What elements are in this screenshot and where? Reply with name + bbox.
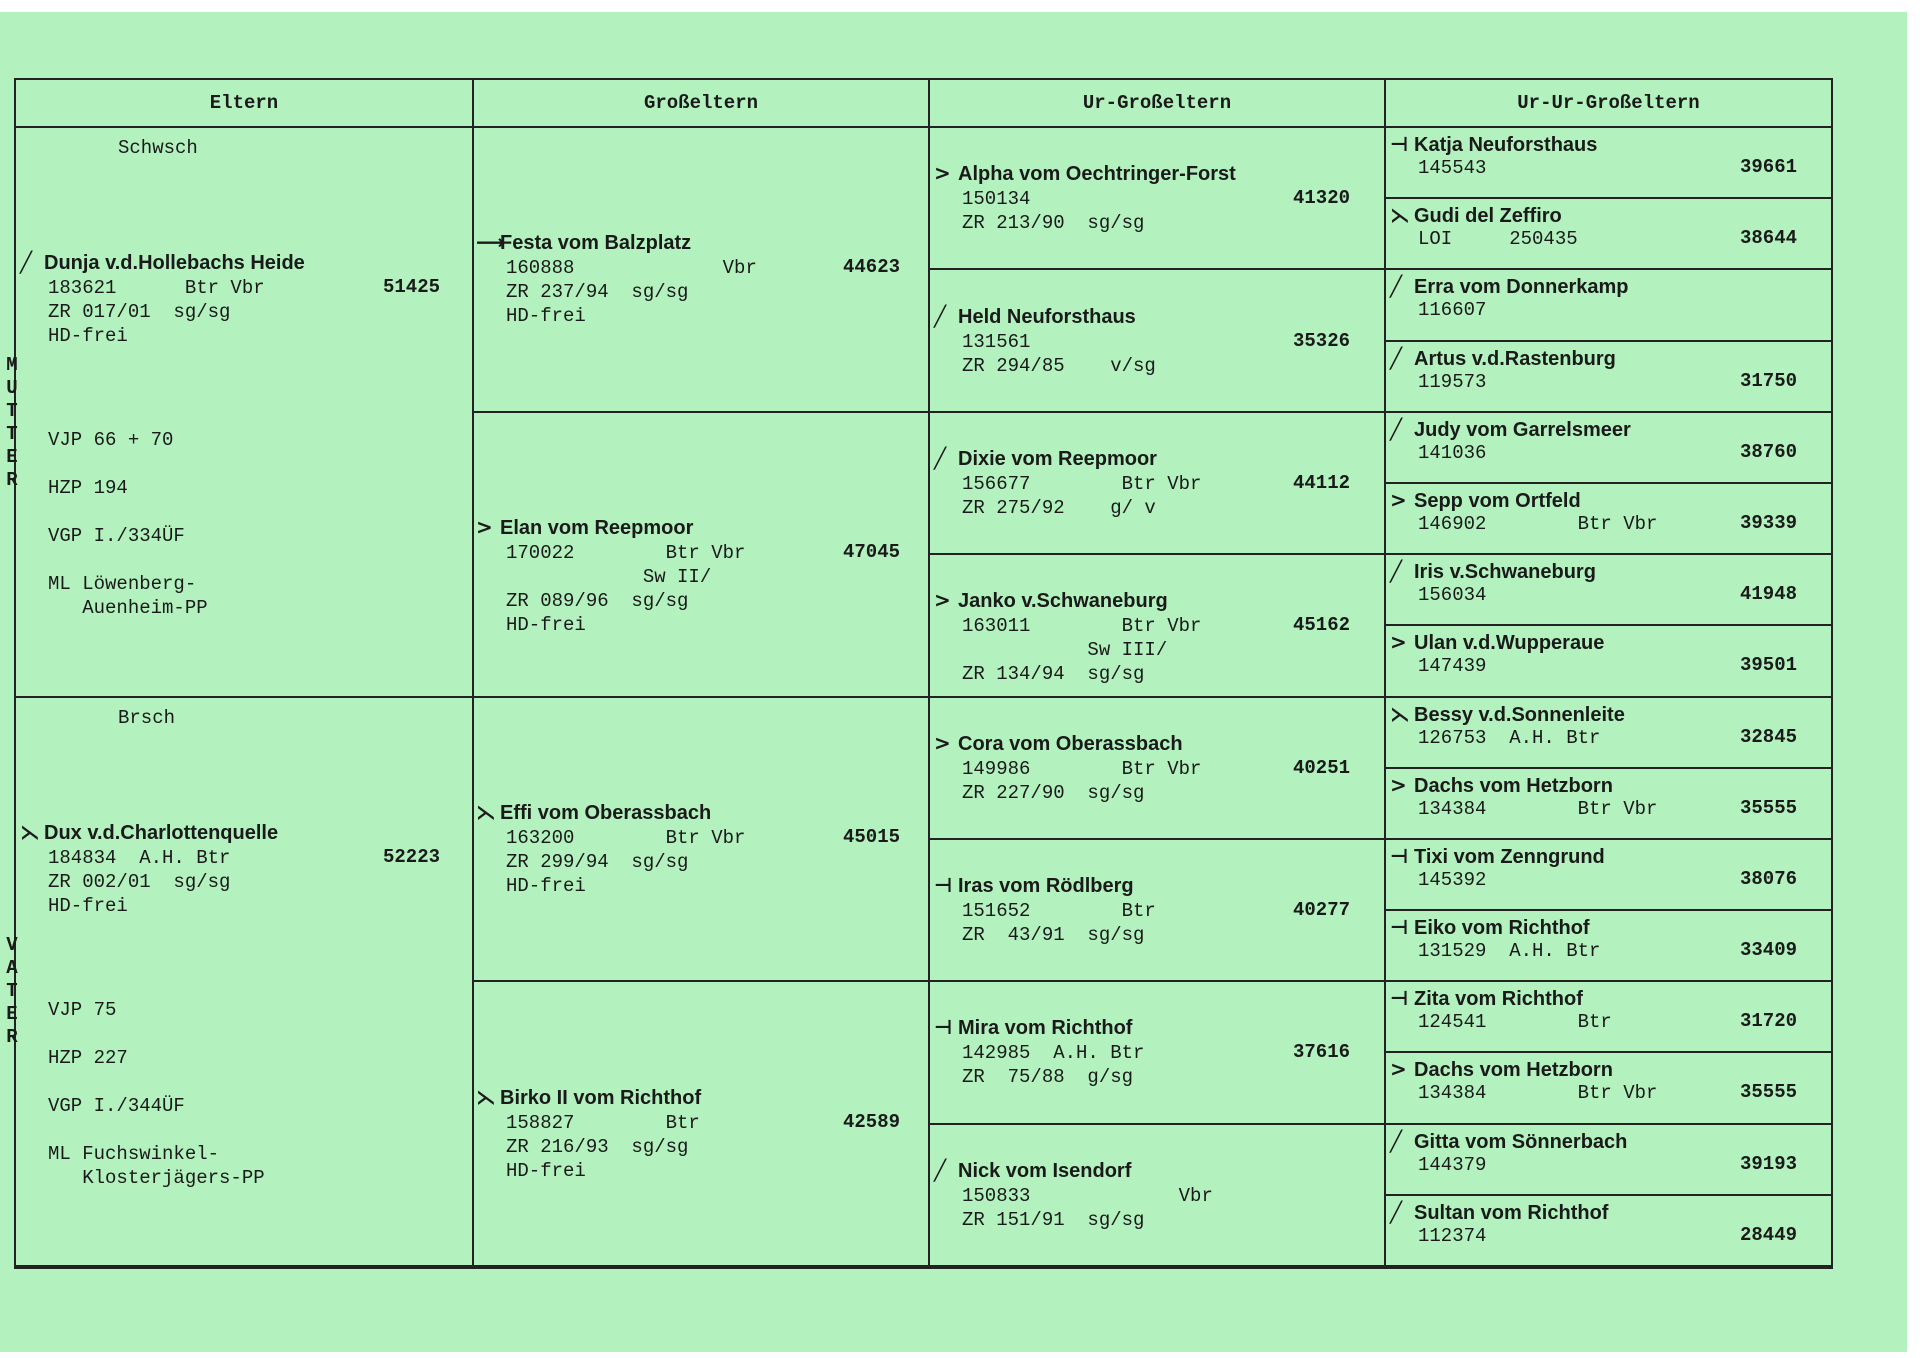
registration-number: 35555 <box>1739 1081 1797 1104</box>
pedigree-symbol-icon: ⋋ <box>1390 203 1410 228</box>
entry-detail-line: ZR 089/96 sg/sg <box>506 590 689 613</box>
great-great-grandparent-cell <box>1386 1196 1831 1267</box>
pedigree-symbol-icon: > <box>934 730 951 755</box>
dog-name: Nick vom Isendorf <box>958 1159 1132 1182</box>
exam-result: VGP I./334ÜF <box>48 525 185 547</box>
pedigree-symbol-icon: > <box>1390 630 1407 655</box>
entry-detail-line: HD-frei <box>48 894 128 917</box>
exam-result: Auenheim-PP <box>48 597 208 619</box>
pedigree-table <box>6 78 1833 1269</box>
dog-name: Sultan vom Richthof <box>1414 1201 1609 1224</box>
coat-color: Schwsch <box>118 137 198 159</box>
pedigree-symbol-icon: ╱ <box>20 250 33 274</box>
entry-name <box>1390 986 1583 1011</box>
entry-detail-line: HD-frei <box>506 614 586 637</box>
entry-detail-line: 151652 Btr <box>962 900 1156 923</box>
entry-name <box>1390 1057 1613 1082</box>
entry-detail-line: 170022 Btr Vbr <box>506 542 746 565</box>
dog-name: Zita vom Richthof <box>1414 988 1583 1011</box>
registration-number: 39193 <box>1739 1152 1797 1175</box>
entry-name <box>1390 702 1625 727</box>
entry-detail-line: 149986 Btr Vbr <box>962 757 1202 780</box>
entry-detail-line: ZR 275/92 g/ v <box>962 496 1156 519</box>
registration-number: 39501 <box>1739 654 1797 677</box>
registration-number: 38644 <box>1739 227 1797 250</box>
entry-name <box>1390 1129 1627 1154</box>
great-great-grandparent-cell <box>1386 840 1831 911</box>
entry-detail-line: 147439 <box>1418 655 1487 678</box>
entry-detail-line: 126753 A.H. Btr <box>1418 726 1601 749</box>
entry-detail-line: 163200 Btr Vbr <box>506 826 746 849</box>
dog-name: Iras vom Rödlberg <box>958 875 1134 898</box>
dog-name: Bessy v.d.Sonnenleite <box>1414 703 1625 726</box>
dog-name: Sepp vom Ortfeld <box>1414 489 1581 512</box>
pedigree-symbol-icon: ⊣ <box>1390 843 1409 868</box>
pedigree-symbol-icon: ╱ <box>934 445 947 470</box>
dog-name: Ulan v.d.Wupperaue <box>1414 632 1605 655</box>
registration-number: 40277 <box>1292 899 1350 922</box>
exam-result: ML Fuchswinkel- <box>48 1142 220 1165</box>
great-grandparent-cell <box>930 555 1386 697</box>
dog-name: Elan vom Reepmoor <box>500 517 694 540</box>
entry-detail-line: 146902 Btr Vbr <box>1418 512 1658 535</box>
registration-number: 40251 <box>1292 756 1350 779</box>
entry-name <box>934 446 1157 471</box>
dog-name: Effi vom Oberassbach <box>500 801 712 824</box>
entry-detail-line: 158827 Btr <box>506 1111 700 1134</box>
great-great-grandparent-cell <box>1386 911 1831 982</box>
parent-cell <box>6 128 474 698</box>
great-grandparent-cell <box>930 982 1386 1124</box>
registration-number: 28449 <box>1739 1223 1797 1246</box>
pedigree-symbol-icon: ╱ <box>934 1157 947 1182</box>
exam-result: HZP 227 <box>48 1046 128 1069</box>
great-grandparent-cell <box>930 1125 1386 1267</box>
great-grandparent-cell <box>930 698 1386 840</box>
entry-detail-line: ZR 151/91 sg/sg <box>962 1208 1145 1231</box>
registration-number: 31720 <box>1739 1010 1797 1033</box>
entry-name <box>1390 417 1631 442</box>
pedigree-symbol-icon: ⋋ <box>1390 701 1410 726</box>
dog-name: Held Neuforsthaus <box>958 305 1136 328</box>
column-header: Ur-Ur-Großeltern <box>1386 80 1831 128</box>
entry-name <box>1390 346 1616 371</box>
dog-name: Tixi vom Zenngrund <box>1414 845 1605 868</box>
entry-name <box>1390 488 1581 513</box>
pedigree-symbol-icon: ╱ <box>934 303 947 328</box>
pedigree-symbol-icon: > <box>1390 1057 1407 1082</box>
exam-result: HZP 194 <box>48 477 128 499</box>
registration-number: 45162 <box>1292 614 1350 637</box>
dog-name: Alpha vom Oechtringer-Forst <box>958 163 1236 186</box>
registration-number: 32845 <box>1739 725 1797 748</box>
exam-result: VGP I./344ÜF <box>48 1094 185 1117</box>
dog-name: Birko II vom Richthof <box>500 1086 702 1109</box>
pedigree-symbol-icon: ╱ <box>1390 274 1403 299</box>
entry-detail-line: LOI 250435 <box>1418 228 1578 251</box>
exam-result: Klosterjägers-PP <box>48 1166 265 1189</box>
great-great-grandparent-cell <box>1386 626 1831 697</box>
entry-detail-line: 134384 Btr Vbr <box>1418 1082 1658 1105</box>
entry-detail-line: HD-frei <box>506 874 586 897</box>
entry-detail-line: 183621 Btr Vbr <box>48 277 265 299</box>
column-header: Großeltern <box>474 80 930 128</box>
entry-name <box>476 515 693 540</box>
entry-detail-line: 119573 <box>1418 370 1487 393</box>
great-great-grandparent-cell <box>1386 555 1831 626</box>
registration-number: 35326 <box>1292 329 1350 352</box>
entry-detail-line: ZR 017/01 sg/sg <box>48 301 231 323</box>
entry-name <box>934 1158 1131 1183</box>
entry-detail-line: 156677 Btr Vbr <box>962 472 1202 495</box>
entry-name <box>476 800 711 825</box>
entry-name <box>934 1015 1132 1040</box>
exam-result: VJP 75 <box>48 998 117 1021</box>
dog-name: Dunja v.d.Hollebachs Heide <box>44 252 305 274</box>
great-great-grandparent-cell <box>1386 128 1831 199</box>
dog-name: Dachs vom Hetzborn <box>1414 774 1613 797</box>
great-great-grandparent-cell <box>1386 698 1831 769</box>
entry-detail-line: ZR 002/01 sg/sg <box>48 870 231 893</box>
grandparent-cell <box>474 128 930 413</box>
entry-detail-line: 141036 <box>1418 441 1487 464</box>
dog-name: Iris v.Schwaneburg <box>1414 561 1596 584</box>
registration-number: 51425 <box>382 276 440 298</box>
pedigree-symbol-icon: ⋋ <box>476 1084 496 1109</box>
great-great-grandparent-cell <box>1386 270 1831 341</box>
entry-detail-line: 150134 <box>962 188 1031 211</box>
pedigree-symbol-icon: ╱ <box>1390 1128 1403 1153</box>
entry-detail-line: 145392 <box>1418 868 1487 891</box>
great-great-grandparent-cell <box>1386 199 1831 270</box>
registration-number: 47045 <box>842 541 900 564</box>
exam-result: VJP 66 + 70 <box>48 429 174 451</box>
great-great-grandparent-cell <box>1386 769 1831 840</box>
parent-side-label: V A T E R <box>6 933 18 1048</box>
entry-name <box>1390 274 1629 299</box>
pedigree-symbol-icon: ╱ <box>1390 1199 1403 1224</box>
entry-detail-line: ZR 213/90 sg/sg <box>962 212 1145 235</box>
entry-name <box>1390 559 1596 584</box>
registration-number: 39339 <box>1739 511 1797 534</box>
dog-name: Mira vom Richthof <box>958 1017 1133 1040</box>
dog-name: Dixie vom Reepmoor <box>958 447 1157 470</box>
great-great-grandparent-cell <box>1386 982 1831 1053</box>
entry-detail-line: 156034 <box>1418 584 1487 607</box>
grandparent-cell <box>474 982 930 1267</box>
entry-name <box>934 731 1183 756</box>
pedigree-symbol-icon: > <box>1390 772 1407 797</box>
exam-result: ML Löwenberg- <box>48 573 197 595</box>
entry-detail-line: ZR 216/93 sg/sg <box>506 1135 689 1158</box>
entry-name <box>20 250 305 275</box>
registration-number: 45015 <box>842 825 900 848</box>
dog-name: Artus v.d.Rastenburg <box>1414 347 1616 370</box>
entry-name <box>1390 630 1604 655</box>
great-great-grandparent-cell <box>1386 484 1831 555</box>
entry-detail-line: HD-frei <box>506 1159 586 1182</box>
great-grandparent-cell <box>930 840 1386 982</box>
dog-name: Judy vom Garrelsmeer <box>1414 418 1631 441</box>
registration-number: 52223 <box>382 845 440 868</box>
registration-number: 42589 <box>842 1110 900 1133</box>
entry-detail-line: Sw II/ <box>506 566 712 589</box>
column-header: Ur-Großeltern <box>930 80 1386 128</box>
dog-name: Erra vom Donnerkamp <box>1414 276 1629 299</box>
pedigree-symbol-icon: ⋋ <box>476 799 496 824</box>
entry-name <box>934 873 1134 898</box>
entry-detail-line: ZR 227/90 sg/sg <box>962 781 1145 804</box>
registration-number: 33409 <box>1739 939 1797 962</box>
registration-number: 39661 <box>1739 156 1797 178</box>
entry-detail-line: ZR 134/94 sg/sg <box>962 663 1145 686</box>
dog-name: Gitta vom Sönnerbach <box>1414 1130 1628 1153</box>
pedigree-symbol-icon: ⊣ <box>934 1015 953 1040</box>
pedigree-symbol-icon: > <box>476 515 493 540</box>
column-header: Eltern <box>16 80 474 128</box>
entry-detail-line: 134384 Btr Vbr <box>1418 797 1658 820</box>
pedigree-symbol-icon: ╱ <box>1390 345 1403 370</box>
great-great-grandparent-cell <box>1386 413 1831 484</box>
entry-detail-line: 160888 Vbr <box>506 257 757 280</box>
pedigree-symbol-icon: ⊣ <box>1390 986 1409 1011</box>
entry-detail-line: ZR 294/85 v/sg <box>962 354 1156 377</box>
registration-number: 44623 <box>842 256 900 279</box>
entry-name <box>1390 844 1605 869</box>
parent-cell <box>6 698 474 1268</box>
entry-detail-line: 124541 Btr <box>1418 1011 1612 1034</box>
entry-detail-line: 116607 <box>1418 299 1487 322</box>
registration-number: 41948 <box>1739 583 1797 606</box>
pedigree-symbol-icon: ⊣ <box>934 873 953 898</box>
dog-name: Katja Neuforsthaus <box>1414 134 1598 156</box>
entry-name <box>1390 915 1590 940</box>
registration-number: 41320 <box>1292 187 1350 210</box>
great-grandparent-cell <box>930 413 1386 555</box>
entry-detail-line: ZR 237/94 sg/sg <box>506 281 689 304</box>
dog-name: Festa vom Balzplatz <box>500 232 692 255</box>
entry-name <box>1390 132 1597 157</box>
pedigree-symbol-icon: > <box>934 161 951 186</box>
entry-detail-line: 142985 A.H. Btr <box>962 1042 1145 1065</box>
pedigree-symbol-icon: ⊣ <box>1390 915 1409 940</box>
pedigree-symbol-icon: ⊣ <box>1390 132 1409 156</box>
coat-color: Brsch <box>118 706 176 729</box>
pedigree-symbol-icon: ╱ <box>1390 416 1403 441</box>
entry-name <box>20 820 278 845</box>
great-grandparent-cell <box>930 270 1386 412</box>
entry-detail-line: 145543 <box>1418 157 1487 179</box>
grandparent-cell <box>474 698 930 983</box>
great-great-grandparent-cell <box>1386 1125 1831 1196</box>
entry-detail-line: 184834 A.H. Btr <box>48 846 231 869</box>
pedigree-symbol-icon: > <box>934 588 951 613</box>
entry-detail-line: 144379 <box>1418 1153 1487 1176</box>
dog-name: Dux v.d.Charlottenquelle <box>44 821 279 844</box>
registration-number: 31750 <box>1739 369 1797 392</box>
dog-name: Gudi del Zeffiro <box>1414 205 1562 228</box>
registration-number: 35555 <box>1739 796 1797 819</box>
entry-detail-line: 131529 A.H. Btr <box>1418 940 1601 963</box>
registration-number: 44112 <box>1292 471 1350 494</box>
pedigree-symbol-icon: > <box>1390 487 1407 512</box>
pedigree-sheet <box>0 12 1907 1352</box>
entry-detail-line: 112374 <box>1418 1224 1487 1247</box>
grandparent-cell <box>474 413 930 698</box>
entry-name <box>934 588 1168 613</box>
pedigree-symbol-icon: ⟶ <box>476 230 505 255</box>
great-grandparent-cell <box>930 128 1386 270</box>
entry-name <box>934 304 1136 329</box>
registration-number: 38076 <box>1739 867 1797 890</box>
dog-name: Cora vom Oberassbach <box>958 732 1183 755</box>
entry-detail-line: HD-frei <box>48 325 128 347</box>
registration-number: 38760 <box>1739 440 1797 463</box>
entry-name <box>1390 1200 1608 1225</box>
dog-name: Dachs vom Hetzborn <box>1414 1059 1613 1082</box>
entry-name <box>1390 203 1562 228</box>
dog-name: Eiko vom Richthof <box>1414 917 1590 940</box>
parent-side-label: M U T T E R <box>6 354 18 491</box>
entry-name <box>476 230 691 255</box>
dog-name: Janko v.Schwaneburg <box>958 590 1168 613</box>
entry-detail-line: 131561 <box>962 330 1031 353</box>
entry-name <box>934 161 1236 186</box>
entry-name <box>1390 773 1613 798</box>
entry-name <box>476 1085 701 1110</box>
entry-detail-line: 163011 Btr Vbr <box>962 615 1202 638</box>
pedigree-symbol-icon: ⋋ <box>20 819 40 844</box>
pedigree-symbol-icon: ╱ <box>1390 559 1403 584</box>
entry-detail-line: ZR 43/91 sg/sg <box>962 924 1145 947</box>
entry-detail-line: ZR 75/88 g/sg <box>962 1066 1134 1089</box>
great-great-grandparent-cell <box>1386 342 1831 413</box>
entry-detail-line: HD-frei <box>506 305 586 328</box>
entry-detail-line: 150833 Vbr <box>962 1184 1213 1207</box>
entry-detail-line: Sw III/ <box>962 639 1168 662</box>
entry-detail-line: ZR 299/94 sg/sg <box>506 850 689 873</box>
great-great-grandparent-cell <box>1386 1053 1831 1124</box>
registration-number: 37616 <box>1292 1041 1350 1064</box>
